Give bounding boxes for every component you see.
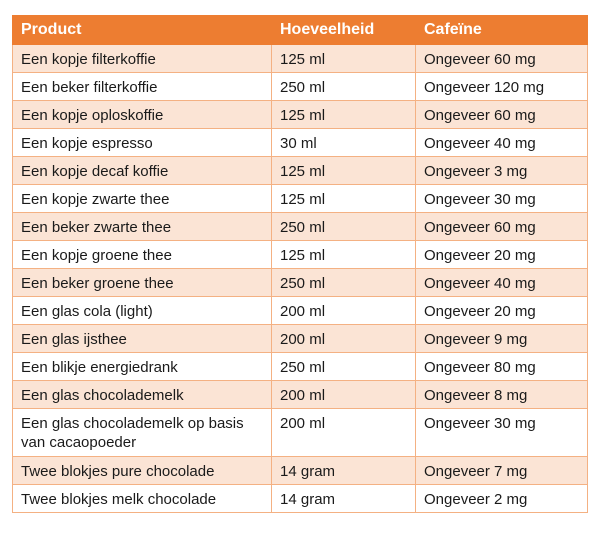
caffeine-cell: Ongeveer 8 mg bbox=[416, 381, 588, 409]
column-header-quantity: Hoeveelheid bbox=[272, 16, 416, 45]
caffeine-table-container bbox=[12, 15, 587, 513]
product-cell: Een blikje energiedrank bbox=[13, 353, 272, 381]
caffeine-cell: Ongeveer 60 mg bbox=[416, 45, 588, 73]
product-cell: Een beker zwarte thee bbox=[13, 213, 272, 241]
caffeine-cell: Ongeveer 30 mg bbox=[416, 185, 588, 213]
product-cell: Een kopje espresso bbox=[13, 129, 272, 157]
caffeine-cell: Ongeveer 60 mg bbox=[416, 213, 588, 241]
table-row bbox=[13, 45, 588, 73]
table-row bbox=[13, 353, 588, 381]
quantity-cell: 125 ml bbox=[272, 185, 416, 213]
table-row bbox=[13, 457, 588, 485]
table-row bbox=[13, 269, 588, 297]
product-cell: Een kopje oploskoffie bbox=[13, 101, 272, 129]
product-cell: Twee blokjes melk chocolade bbox=[13, 485, 272, 513]
quantity-cell: 250 ml bbox=[272, 73, 416, 101]
quantity-cell: 250 ml bbox=[272, 353, 416, 381]
quantity-cell: 14 gram bbox=[272, 457, 416, 485]
table-row bbox=[13, 409, 588, 457]
quantity-cell: 14 gram bbox=[272, 485, 416, 513]
product-cell: Een kopje zwarte thee bbox=[13, 185, 272, 213]
table-row bbox=[13, 241, 588, 269]
quantity-cell: 250 ml bbox=[272, 213, 416, 241]
quantity-cell: 200 ml bbox=[272, 409, 416, 457]
caffeine-cell: Ongeveer 40 mg bbox=[416, 269, 588, 297]
column-header-product: Product bbox=[13, 16, 272, 45]
product-cell: Twee blokjes pure chocolade bbox=[13, 457, 272, 485]
table-header-row bbox=[13, 16, 588, 45]
caffeine-cell: Ongeveer 40 mg bbox=[416, 129, 588, 157]
table-row bbox=[13, 485, 588, 513]
quantity-cell: 125 ml bbox=[272, 241, 416, 269]
product-cell: Een glas ijsthee bbox=[13, 325, 272, 353]
caffeine-cell: Ongeveer 2 mg bbox=[416, 485, 588, 513]
table-body bbox=[13, 45, 588, 513]
quantity-cell: 125 ml bbox=[272, 45, 416, 73]
product-cell: Een beker filterkoffie bbox=[13, 73, 272, 101]
quantity-cell: 200 ml bbox=[272, 381, 416, 409]
product-cell: Een kopje filterkoffie bbox=[13, 45, 272, 73]
table-row bbox=[13, 381, 588, 409]
table-row bbox=[13, 73, 588, 101]
table-row bbox=[13, 157, 588, 185]
table-row bbox=[13, 297, 588, 325]
table-row bbox=[13, 185, 588, 213]
table-row bbox=[13, 213, 588, 241]
product-cell: Een glas chocolademelk bbox=[13, 381, 272, 409]
caffeine-cell: Ongeveer 20 mg bbox=[416, 297, 588, 325]
column-header-caffeine: Cafeïne bbox=[416, 16, 588, 45]
quantity-cell: 125 ml bbox=[272, 157, 416, 185]
caffeine-cell: Ongeveer 60 mg bbox=[416, 101, 588, 129]
caffeine-cell: Ongeveer 7 mg bbox=[416, 457, 588, 485]
product-cell: Een kopje decaf koffie bbox=[13, 157, 272, 185]
caffeine-cell: Ongeveer 9 mg bbox=[416, 325, 588, 353]
quantity-cell: 200 ml bbox=[272, 297, 416, 325]
product-cell: Een glas cola (light) bbox=[13, 297, 272, 325]
caffeine-table bbox=[12, 15, 588, 513]
table-row bbox=[13, 129, 588, 157]
quantity-cell: 125 ml bbox=[272, 101, 416, 129]
product-cell: Een glas chocolademelk op basis van cacaopoeder bbox=[13, 409, 272, 457]
product-cell: Een kopje groene thee bbox=[13, 241, 272, 269]
product-cell: Een beker groene thee bbox=[13, 269, 272, 297]
caffeine-cell: Ongeveer 80 mg bbox=[416, 353, 588, 381]
quantity-cell: 250 ml bbox=[272, 269, 416, 297]
table-row bbox=[13, 325, 588, 353]
quantity-cell: 200 ml bbox=[272, 325, 416, 353]
caffeine-cell: Ongeveer 30 mg bbox=[416, 409, 588, 457]
caffeine-cell: Ongeveer 20 mg bbox=[416, 241, 588, 269]
caffeine-cell: Ongeveer 120 mg bbox=[416, 73, 588, 101]
caffeine-cell: Ongeveer 3 mg bbox=[416, 157, 588, 185]
table-row bbox=[13, 101, 588, 129]
quantity-cell: 30 ml bbox=[272, 129, 416, 157]
